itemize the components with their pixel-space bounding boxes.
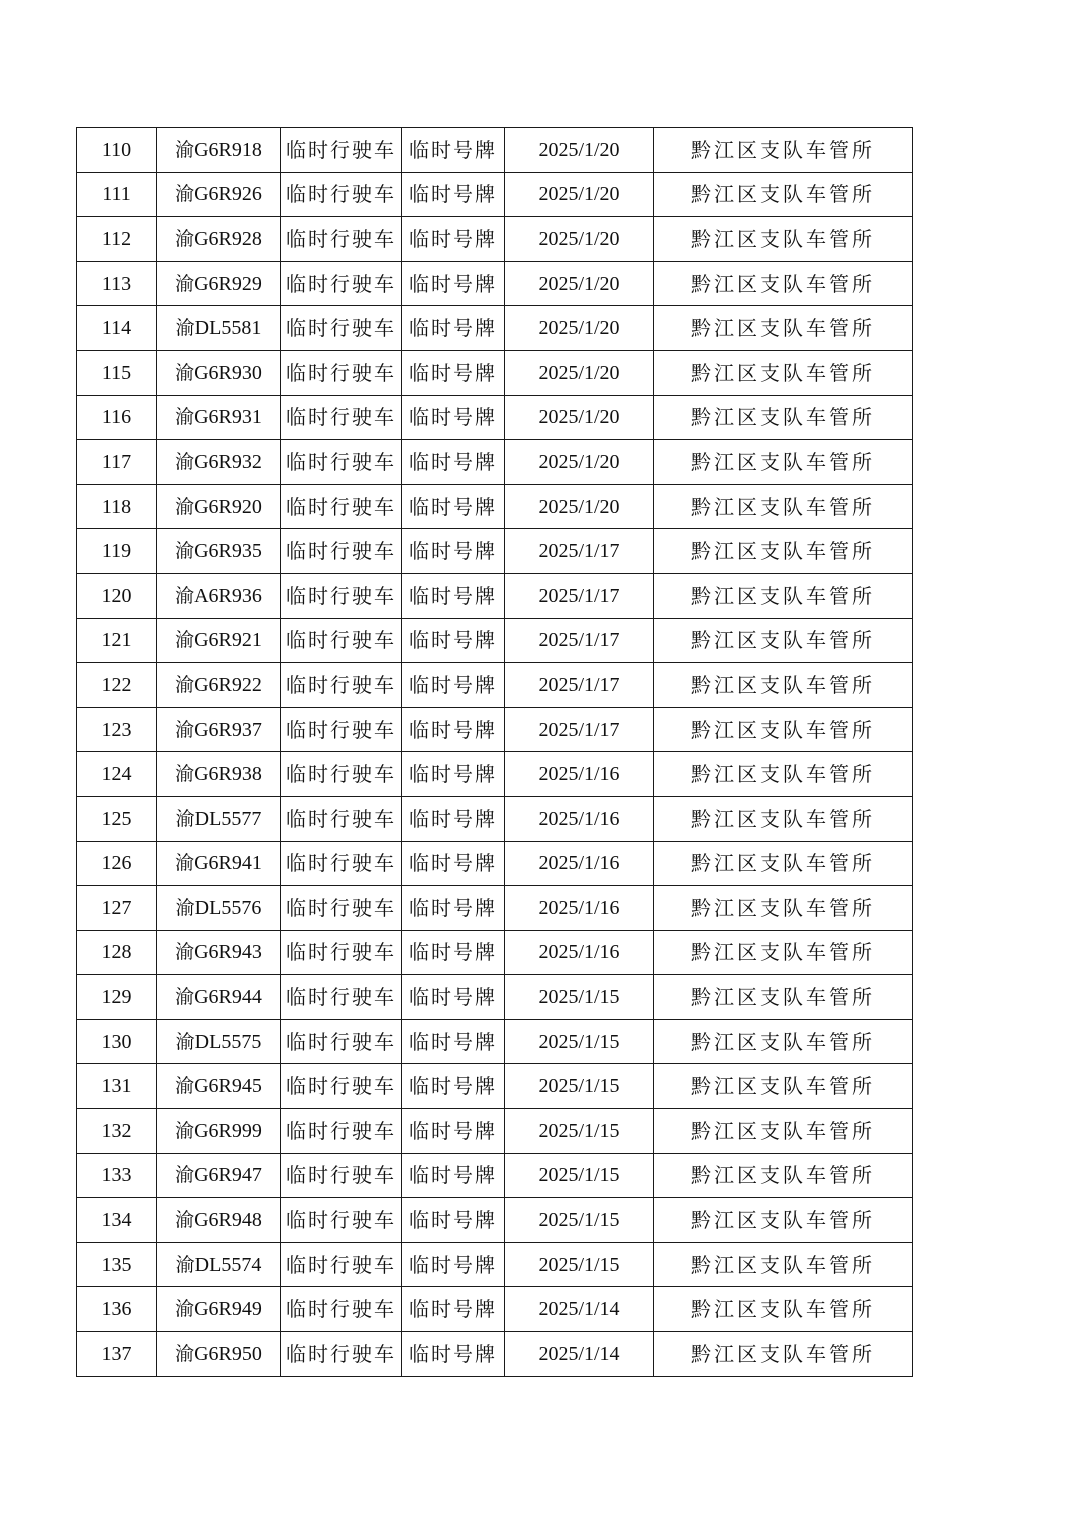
plate-province-prefix: 渝: [175, 317, 195, 340]
issue-date-cell: 2025/1/16: [505, 930, 654, 975]
plate-code: A6R936: [194, 584, 262, 607]
plate-number-cell: [157, 752, 281, 797]
issuing-office-cell: 黔江区支队车管所: [654, 261, 913, 306]
plate-number-cell: [157, 128, 281, 173]
issue-date-cell: 2025/1/17: [505, 707, 654, 752]
plate-code: G6R945: [194, 1075, 262, 1098]
plate-province-prefix: 渝: [175, 1342, 195, 1365]
plate-code: G6R918: [194, 138, 262, 161]
plate-number-cell: [157, 707, 281, 752]
plate-type-cell: 临时号牌: [402, 1064, 505, 1109]
plate-type-cell: 临时号牌: [402, 172, 505, 217]
issue-date-cell: 2025/1/15: [505, 1198, 654, 1243]
vehicle-record-table: [76, 127, 913, 1377]
table-row: [77, 306, 913, 351]
plate-type-cell: 临时号牌: [402, 930, 505, 975]
table-row: [77, 663, 913, 708]
table-row: [77, 128, 913, 173]
plate-code: G6R937: [194, 718, 262, 741]
row-number-cell: 135: [77, 1242, 157, 1287]
table-row: [77, 886, 913, 931]
issuing-office-cell: 黔江区支队车管所: [654, 618, 913, 663]
document-type-cell: 临时行驶车: [281, 1153, 402, 1198]
issue-date-cell: 2025/1/20: [505, 484, 654, 529]
issuing-office-cell: 黔江区支队车管所: [654, 1332, 913, 1377]
row-number-cell: 115: [77, 350, 157, 395]
plate-code: DL5576: [194, 896, 262, 919]
plate-code: DL5575: [194, 1030, 262, 1053]
table-row: [77, 172, 913, 217]
document-type-cell: 临时行驶车: [281, 261, 402, 306]
issuing-office-cell: 黔江区支队车管所: [654, 1153, 913, 1198]
row-number-cell: 120: [77, 573, 157, 618]
document-type-cell: 临时行驶车: [281, 930, 402, 975]
table-row: [77, 1019, 913, 1064]
plate-province-prefix: 渝: [175, 807, 195, 830]
row-number-cell: 128: [77, 930, 157, 975]
plate-type-cell: 临时号牌: [402, 1019, 505, 1064]
plate-type-cell: 临时号牌: [402, 752, 505, 797]
table-row: [77, 350, 913, 395]
table-row: [77, 1109, 913, 1154]
table-row: [77, 796, 913, 841]
issue-date-cell: 2025/1/17: [505, 618, 654, 663]
issue-date-cell: 2025/1/20: [505, 261, 654, 306]
plate-type-cell: 临时号牌: [402, 128, 505, 173]
plate-type-cell: 临时号牌: [402, 707, 505, 752]
issue-date-cell: 2025/1/20: [505, 440, 654, 485]
plate-number-cell: [157, 217, 281, 262]
table-row: [77, 529, 913, 574]
document-type-cell: 临时行驶车: [281, 618, 402, 663]
document-type-cell: 临时行驶车: [281, 1109, 402, 1154]
document-type-cell: 临时行驶车: [281, 217, 402, 262]
plate-type-cell: 临时号牌: [402, 306, 505, 351]
table-row: [77, 261, 913, 306]
plate-number-cell: [157, 261, 281, 306]
plate-code: G6R949: [194, 1298, 262, 1321]
row-number-cell: 133: [77, 1153, 157, 1198]
plate-code: G6R921: [194, 629, 262, 652]
issuing-office-cell: 黔江区支队车管所: [654, 1019, 913, 1064]
plate-number-cell: [157, 395, 281, 440]
issuing-office-cell: 黔江区支队车管所: [654, 663, 913, 708]
table-row: [77, 1198, 913, 1243]
plate-code: DL5577: [194, 807, 262, 830]
plate-type-cell: 临时号牌: [402, 975, 505, 1020]
row-number-cell: 127: [77, 886, 157, 931]
issuing-office-cell: 黔江区支队车管所: [654, 172, 913, 217]
issue-date-cell: 2025/1/15: [505, 1153, 654, 1198]
plate-province-prefix: 渝: [175, 406, 195, 429]
plate-code: G6R928: [194, 227, 262, 250]
row-number-cell: 121: [77, 618, 157, 663]
plate-number-cell: [157, 975, 281, 1020]
table-row: [77, 484, 913, 529]
plate-type-cell: 临时号牌: [402, 217, 505, 262]
plate-province-prefix: 渝: [175, 1164, 195, 1187]
issuing-office-cell: 黔江区支队车管所: [654, 1109, 913, 1154]
row-number-cell: 114: [77, 306, 157, 351]
plate-code: G6R941: [194, 852, 262, 875]
row-number-cell: 116: [77, 395, 157, 440]
plate-province-prefix: 渝: [175, 450, 195, 473]
row-number-cell: 131: [77, 1064, 157, 1109]
plate-number-cell: [157, 1242, 281, 1287]
issuing-office-cell: 黔江区支队车管所: [654, 350, 913, 395]
plate-code: G6R943: [194, 941, 262, 964]
row-number-cell: 129: [77, 975, 157, 1020]
row-number-cell: 130: [77, 1019, 157, 1064]
plate-province-prefix: 渝: [175, 361, 195, 384]
table-row: [77, 841, 913, 886]
plate-province-prefix: 渝: [175, 183, 195, 206]
issue-date-cell: 2025/1/14: [505, 1287, 654, 1332]
issuing-office-cell: 黔江区支队车管所: [654, 306, 913, 351]
plate-type-cell: 临时号牌: [402, 395, 505, 440]
document-type-cell: 临时行驶车: [281, 975, 402, 1020]
plate-code: G6R950: [194, 1342, 262, 1365]
plate-number-cell: [157, 529, 281, 574]
issue-date-cell: 2025/1/17: [505, 573, 654, 618]
plate-number-cell: [157, 886, 281, 931]
issuing-office-cell: 黔江区支队车管所: [654, 128, 913, 173]
table-row: [77, 440, 913, 485]
document-type-cell: 临时行驶车: [281, 663, 402, 708]
issue-date-cell: 2025/1/15: [505, 1242, 654, 1287]
issue-date-cell: 2025/1/16: [505, 886, 654, 931]
plate-number-cell: [157, 1287, 281, 1332]
plate-number-cell: [157, 1198, 281, 1243]
row-number-cell: 122: [77, 663, 157, 708]
issuing-office-cell: 黔江区支队车管所: [654, 796, 913, 841]
row-number-cell: 126: [77, 841, 157, 886]
document-type-cell: 临时行驶车: [281, 350, 402, 395]
issuing-office-cell: 黔江区支队车管所: [654, 752, 913, 797]
table-row: [77, 618, 913, 663]
plate-type-cell: 临时号牌: [402, 886, 505, 931]
issuing-office-cell: 黔江区支队车管所: [654, 1287, 913, 1332]
issue-date-cell: 2025/1/20: [505, 306, 654, 351]
row-number-cell: 113: [77, 261, 157, 306]
issuing-office-cell: 黔江区支队车管所: [654, 573, 913, 618]
document-type-cell: 临时行驶车: [281, 1242, 402, 1287]
plate-type-cell: 临时号牌: [402, 1287, 505, 1332]
plate-type-cell: 临时号牌: [402, 1198, 505, 1243]
plate-code: G6R948: [194, 1209, 262, 1232]
plate-province-prefix: 渝: [175, 584, 195, 607]
plate-number-cell: [157, 1153, 281, 1198]
row-number-cell: 111: [77, 172, 157, 217]
document-type-cell: 临时行驶车: [281, 573, 402, 618]
issue-date-cell: 2025/1/16: [505, 841, 654, 886]
plate-province-prefix: 渝: [175, 896, 195, 919]
row-number-cell: 124: [77, 752, 157, 797]
plate-province-prefix: 渝: [175, 540, 195, 563]
plate-province-prefix: 渝: [175, 227, 195, 250]
row-number-cell: 119: [77, 529, 157, 574]
issuing-office-cell: 黔江区支队车管所: [654, 217, 913, 262]
document-type-cell: 临时行驶车: [281, 529, 402, 574]
row-number-cell: 118: [77, 484, 157, 529]
plate-type-cell: 临时号牌: [402, 796, 505, 841]
plate-province-prefix: 渝: [175, 629, 195, 652]
plate-number-cell: [157, 796, 281, 841]
plate-province-prefix: 渝: [175, 1253, 195, 1276]
issue-date-cell: 2025/1/15: [505, 1019, 654, 1064]
issue-date-cell: 2025/1/20: [505, 128, 654, 173]
table-row: [77, 707, 913, 752]
plate-type-cell: 临时号牌: [402, 1109, 505, 1154]
plate-code: G6R947: [194, 1164, 262, 1187]
plate-type-cell: 临时号牌: [402, 841, 505, 886]
document-type-cell: 临时行驶车: [281, 1019, 402, 1064]
row-number-cell: 137: [77, 1332, 157, 1377]
plate-number-cell: [157, 618, 281, 663]
document-type-cell: 临时行驶车: [281, 752, 402, 797]
plate-number-cell: [157, 573, 281, 618]
issue-date-cell: 2025/1/17: [505, 529, 654, 574]
document-type-cell: 临时行驶车: [281, 484, 402, 529]
row-number-cell: 112: [77, 217, 157, 262]
plate-type-cell: 临时号牌: [402, 618, 505, 663]
plate-province-prefix: 渝: [175, 495, 195, 518]
table-body: [77, 128, 913, 1377]
issuing-office-cell: 黔江区支队车管所: [654, 886, 913, 931]
plate-code: G6R999: [194, 1119, 262, 1142]
issue-date-cell: 2025/1/16: [505, 752, 654, 797]
table-row: [77, 930, 913, 975]
plate-province-prefix: 渝: [175, 941, 195, 964]
table-row: [77, 1153, 913, 1198]
issuing-office-cell: 黔江区支队车管所: [654, 1242, 913, 1287]
issue-date-cell: 2025/1/20: [505, 217, 654, 262]
issue-date-cell: 2025/1/17: [505, 663, 654, 708]
issuing-office-cell: 黔江区支队车管所: [654, 395, 913, 440]
plate-province-prefix: 渝: [175, 1075, 195, 1098]
plate-province-prefix: 渝: [175, 673, 195, 696]
plate-province-prefix: 渝: [175, 986, 195, 1009]
issue-date-cell: 2025/1/15: [505, 1109, 654, 1154]
plate-type-cell: 临时号牌: [402, 484, 505, 529]
table-row: [77, 752, 913, 797]
document-type-cell: 临时行驶车: [281, 128, 402, 173]
document-type-cell: 临时行驶车: [281, 707, 402, 752]
plate-type-cell: 临时号牌: [402, 573, 505, 618]
issuing-office-cell: 黔江区支队车管所: [654, 975, 913, 1020]
issuing-office-cell: 黔江区支队车管所: [654, 484, 913, 529]
row-number-cell: 123: [77, 707, 157, 752]
issuing-office-cell: 黔江区支队车管所: [654, 1064, 913, 1109]
plate-type-cell: 临时号牌: [402, 663, 505, 708]
issuing-office-cell: 黔江区支队车管所: [654, 440, 913, 485]
plate-number-cell: [157, 350, 281, 395]
document-type-cell: 临时行驶车: [281, 841, 402, 886]
plate-province-prefix: 渝: [175, 1209, 195, 1232]
plate-province-prefix: 渝: [175, 138, 195, 161]
table-row: [77, 1242, 913, 1287]
plate-province-prefix: 渝: [175, 763, 195, 786]
row-number-cell: 117: [77, 440, 157, 485]
plate-number-cell: [157, 1019, 281, 1064]
table-row: [77, 1332, 913, 1377]
issuing-office-cell: 黔江区支队车管所: [654, 707, 913, 752]
plate-code: G6R926: [194, 183, 262, 206]
plate-code: G6R935: [194, 540, 262, 563]
plate-type-cell: 临时号牌: [402, 529, 505, 574]
plate-type-cell: 临时号牌: [402, 1153, 505, 1198]
plate-type-cell: 临时号牌: [402, 1242, 505, 1287]
plate-number-cell: [157, 172, 281, 217]
row-number-cell: 132: [77, 1109, 157, 1154]
issue-date-cell: 2025/1/15: [505, 1064, 654, 1109]
table-row: [77, 1287, 913, 1332]
issue-date-cell: 2025/1/20: [505, 395, 654, 440]
plate-province-prefix: 渝: [175, 718, 195, 741]
issue-date-cell: 2025/1/20: [505, 172, 654, 217]
plate-code: G6R931: [194, 406, 262, 429]
plate-code: G6R922: [194, 673, 262, 696]
document-type-cell: 临时行驶车: [281, 395, 402, 440]
plate-code: DL5574: [194, 1253, 262, 1276]
plate-number-cell: [157, 1332, 281, 1377]
plate-type-cell: 临时号牌: [402, 261, 505, 306]
plate-province-prefix: 渝: [175, 1119, 195, 1142]
plate-code: G6R920: [194, 495, 262, 518]
row-number-cell: 134: [77, 1198, 157, 1243]
document-type-cell: 临时行驶车: [281, 1198, 402, 1243]
plate-code: G6R944: [194, 986, 262, 1009]
document-type-cell: 临时行驶车: [281, 440, 402, 485]
plate-number-cell: [157, 484, 281, 529]
table-row: [77, 975, 913, 1020]
plate-code: G6R938: [194, 763, 262, 786]
document-type-cell: 临时行驶车: [281, 886, 402, 931]
plate-code: G6R929: [194, 272, 262, 295]
issue-date-cell: 2025/1/14: [505, 1332, 654, 1377]
plate-number-cell: [157, 1064, 281, 1109]
plate-type-cell: 临时号牌: [402, 1332, 505, 1377]
document-type-cell: 临时行驶车: [281, 1287, 402, 1332]
issue-date-cell: 2025/1/16: [505, 796, 654, 841]
document-type-cell: 临时行驶车: [281, 172, 402, 217]
plate-province-prefix: 渝: [175, 1298, 195, 1321]
row-number-cell: 110: [77, 128, 157, 173]
table-row: [77, 1064, 913, 1109]
plate-number-cell: [157, 306, 281, 351]
table-row: [77, 217, 913, 262]
issue-date-cell: 2025/1/15: [505, 975, 654, 1020]
row-number-cell: 125: [77, 796, 157, 841]
plate-number-cell: [157, 663, 281, 708]
issue-date-cell: 2025/1/20: [505, 350, 654, 395]
table-row: [77, 573, 913, 618]
document-type-cell: 临时行驶车: [281, 306, 402, 351]
plate-province-prefix: 渝: [175, 272, 195, 295]
plate-number-cell: [157, 841, 281, 886]
document-type-cell: 临时行驶车: [281, 1332, 402, 1377]
plate-province-prefix: 渝: [175, 1030, 195, 1053]
plate-province-prefix: 渝: [175, 852, 195, 875]
plate-number-cell: [157, 930, 281, 975]
plate-code: DL5581: [194, 317, 262, 340]
issuing-office-cell: 黔江区支队车管所: [654, 930, 913, 975]
issuing-office-cell: 黔江区支队车管所: [654, 1198, 913, 1243]
plate-code: G6R930: [194, 361, 262, 384]
plate-number-cell: [157, 1109, 281, 1154]
plate-type-cell: 临时号牌: [402, 350, 505, 395]
issuing-office-cell: 黔江区支队车管所: [654, 529, 913, 574]
document-type-cell: 临时行驶车: [281, 1064, 402, 1109]
table-row: [77, 395, 913, 440]
row-number-cell: 136: [77, 1287, 157, 1332]
document-type-cell: 临时行驶车: [281, 796, 402, 841]
plate-type-cell: 临时号牌: [402, 440, 505, 485]
issuing-office-cell: 黔江区支队车管所: [654, 841, 913, 886]
plate-code: G6R932: [194, 450, 262, 473]
plate-number-cell: [157, 440, 281, 485]
